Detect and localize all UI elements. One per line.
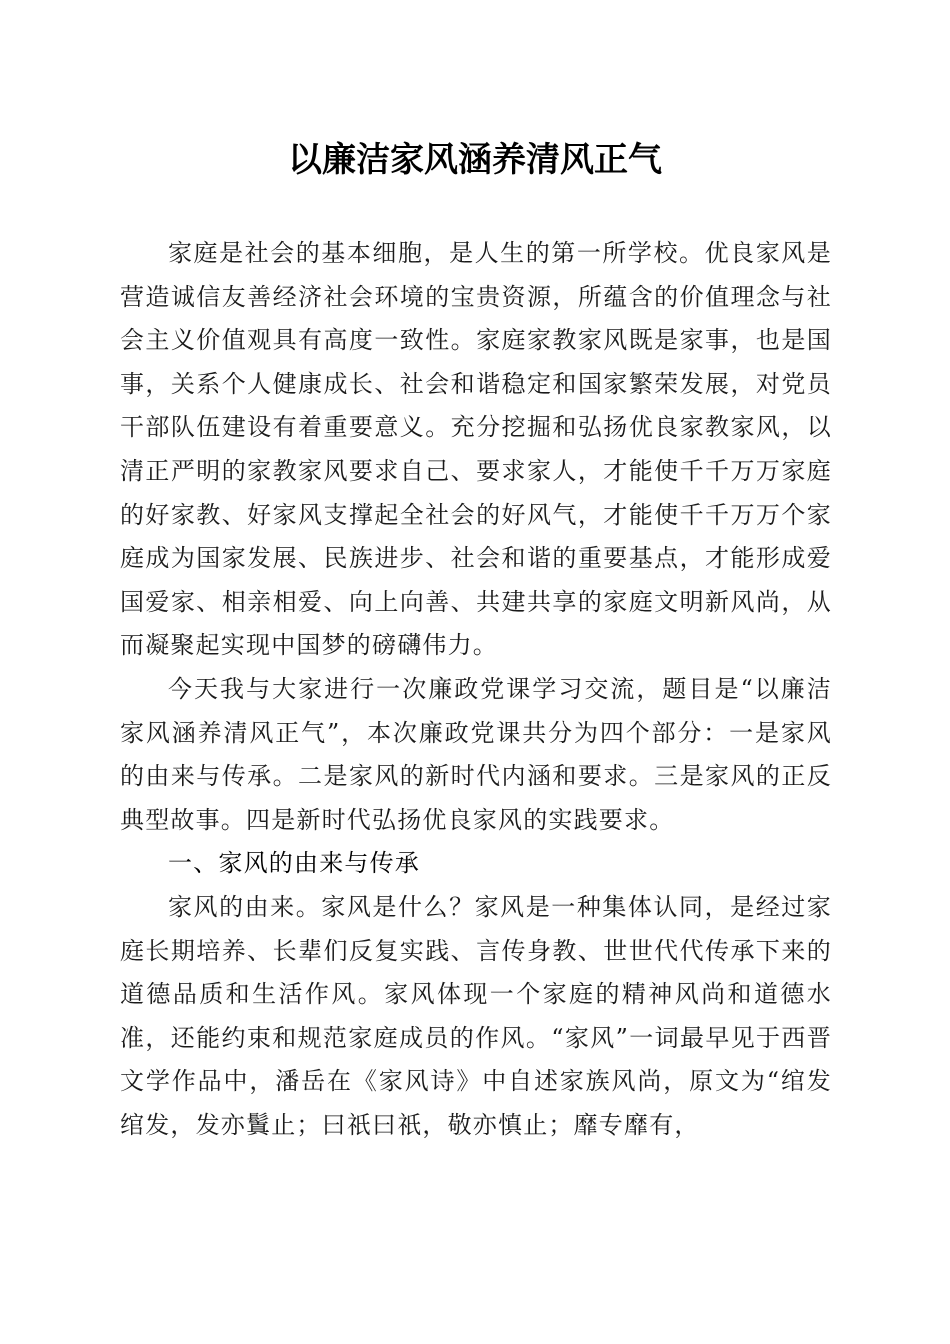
paragraph-intro: 家庭是社会的基本细胞，是人生的第一所学校。优良家风是营造诚信友善经济社会环境的宝贵资源，所蕴含的价值理念与社会主义价值观具有高度一致性。家庭家教家风既是家事，也是国事，关系个人健康成长、社会和谐稳定和国家繁荣发展，对党员干部队伍建设有着重要意义。充分挖掘和弘扬优良家教家风，以清正严明的家教家风要求自己、要求家人，才能使千千万万家庭的好家教、好家风支撑起全社会的好风气，才能使千千万万个家庭成为国家发展、民族进步、社会和谐的重要基点，才能形成爱国爱家、相亲相爱、向上向善、共建共享的家庭文明新风尚，从而凝聚起实现中国梦的磅礴伟力。 <box>120 239 832 660</box>
paragraph-overview: 今天我与大家进行一次廉政党课学习交流，题目是“以廉洁家风涵养清风正气”，本次廉政党课共分为四个部分：一是家风的由来与传承。二是家风的新时代内涵和要求。三是家风的正反典型故事。四是新时代弘扬优良家风的实践要求。 <box>120 674 832 834</box>
document-title: 以廉洁家风涵养清风正气 <box>288 140 662 180</box>
section-heading-1: 一、家风的由来与传承 <box>168 849 420 878</box>
paragraph-section1-body: 家风的由来。家风是什么？家风是一种集体认同，是经过家庭长期培养、长辈们反复实践、言传身教、世世代代传承下来的道德品质和生活作风。家风体现一个家庭的精神风尚和道德水准，还能约束和规范家庭成员的作风。“家风”一词最早见于西晋文学作品中，潘岳在《家风诗》中自述家族风尚，原文为“绾发绾发，发亦鬒止；曰祇曰祇，敬亦慎止；靡专靡有， <box>120 892 832 1139</box>
document-body <box>120 232 832 1147</box>
